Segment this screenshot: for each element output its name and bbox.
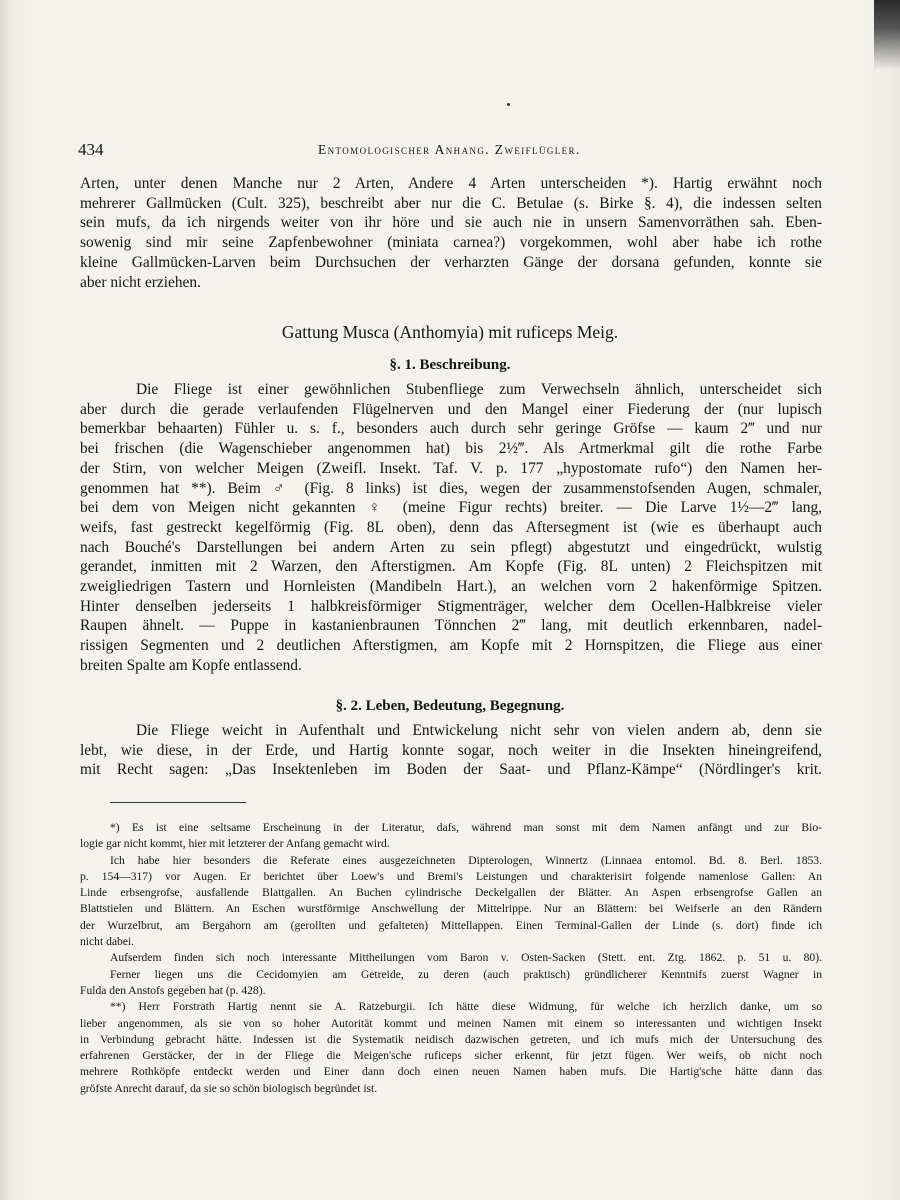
footnote-divider (110, 802, 246, 803)
text-line: Die Fliege weicht in Aufenthalt und Entwickelung nicht sehr von vielen andern ab, denn sie (136, 722, 822, 739)
text-line: mehrerer Gallmücken (Cult. 325), beschreibt aber nur die C. Betulae (s. Birke §. 4), die indessen selten (80, 194, 822, 212)
text-line: Arten, unter denen Manche nur 2 Arten, Andere 4 Arten unterscheiden *). Hartig erwähnt noch (80, 175, 822, 192)
section-2-body (80, 721, 822, 780)
text-line: genommen hat **). Beim ♂ (Fig. 8 links) ist dies, wegen der zusammenstofsenden Augen, schmaler, (80, 479, 822, 497)
text-line: rissigen Segmenten und 2 deutlichen Afterstigmen, am Kopfe mit 2 Hornspitzen, die Fliege aus einer (80, 637, 822, 655)
text-line: gerandet, inmitten mit 2 Warzen, den Afterstigmen. Am Kopfe (Fig. 8L unten) 2 Fleichspitzen mit (80, 558, 822, 576)
text-line: breiten Spalte am Kopfe entlassend. (80, 656, 302, 674)
text-line: lebt, wie diese, in der Erde, und Hartig konnte sogar, noch weiter in die Insekten hineingreifend, (80, 741, 822, 759)
footnote-line: nicht dabei. (80, 935, 135, 949)
section-1-body (80, 380, 822, 676)
footnote-line: Linde erbsengrofse, ausfallende Blattgallen. An Buchen cylindrische Deckelgallen der Blätter. An Aspen erbsengrofse Gallen an (80, 886, 822, 900)
footnote-line: p. 154—317) vor Augen. Er berichtet über Loew's und Bremi's Leistungen und charakterisirt folgende namenlose Gallen: An (80, 869, 822, 883)
text-line: weifs, fast gestreckt kegelförmig (Fig. 8L oben), denn das Aftersegment ist (wie es überhaupt auch (80, 518, 822, 536)
genus-heading: Gattung Musca (Anthomyia) mit ruficeps Meig. (281, 322, 619, 342)
footnote-line: *) Es ist eine seltsame Erscheinung in der Literatur, dafs, während man sonst mit dem Namen anfängt und zur Bio- (110, 821, 822, 834)
footnote-line: **) Herr Forstrath Hartig nennt sie A. Ratzeburgii. Ich hätte diese Widmung, für welche ich herzlich danke, um so (110, 1000, 822, 1014)
text-line: zweigliedrigen Tastern und Hornleisten (Mandibeln Hart.), an welchen vorn 2 hakenförmige Spitzen. (80, 578, 822, 596)
text-line: der Stirn, von welcher Meigen (Zweifl. Insekt. Taf. V. p. 177 „hypostomate rufo“) den Namen her- (80, 459, 822, 477)
text-line: aber nicht erziehen. (80, 273, 201, 291)
footnotes (80, 820, 822, 1097)
page-header (78, 140, 824, 162)
footnote-line: gröfste Anrecht darauf, da sie so schön biologisch begründet ist. (80, 1081, 378, 1095)
text-line: kleine Gallmücken-Larven beim Durchsuchen der verharzten Gänge der dorsana gefunden, konnte sie (80, 253, 822, 271)
text-line: Raupen ähnelt. — Puppe in kastanienbraunen Tönnchen 2‴ lang, mit deutlich erkennbaren, nadel- (80, 617, 822, 635)
footnote-line: lieber angenommen, als sie von so hoher Autorität kommt und meinen Namen mit einem so interessanten und wichtigen Insekt (80, 1016, 822, 1030)
footnote-line: in Verbindung gebracht hätte. Indessen ist die Systematik neidisch dazwischen getreten, und ich mufs mich der Untersuchung des (80, 1032, 822, 1046)
footnote-line: Fulda den Anstofs gegeben hat (p. 428). (80, 983, 266, 997)
text-line: bei frischen (die Wagenschieber angenommen hat) bis 2½‴. Als Artmerkmal gilt die rothe Farbe (80, 440, 822, 458)
section-1-heading: §. 1. Beschreibung. (389, 357, 511, 373)
ink-speck (507, 103, 510, 106)
text-line: Hinter denselben jederseits 1 halbkreisförmiger Stigmenträger, welcher dem Ocellen-Halbkreise vieler (80, 597, 822, 615)
section-2-heading: §. 2. Leben, Bedeutung, Begegnung. (335, 698, 565, 714)
intro-paragraph (80, 174, 822, 292)
footnote-line: logie gar nicht kommt, hier mit letzterer der Anfang gemacht wird. (80, 837, 390, 851)
footnote-line: Ich habe hier besonders die Referate eines ausgezeichneten Dipterologen, Winnertz (Linnaea entomol. Bd. 8. Berl. 1853. (110, 853, 822, 867)
text-line: Die Fliege ist einer gewöhnlichen Stubenfliege zum Verwechseln ähnlich, unterscheidet sich (136, 381, 822, 398)
text-line: nach Bouché's Darstellungen bei andern Arten zu sein pflegt) abgestutzt und eingedrückt, wulstig (80, 538, 822, 556)
text-line: aber durch die gerade verlaufenden Flügelnerven und den Mangel einer Fiederung der (nur lupisch (80, 400, 822, 418)
footnote-line: Aufserdem finden sich noch interessante Mittheilungen vom Baron v. Osten-Sacken (Stett. ent. Ztg. 1862. p. 51 u. 80). (110, 951, 822, 965)
footnote-line: erfahrenen Gerstäcker, der in der Fliege die Meigen'sche ruficeps sicher erkennt, für jetzt fügen. Wer weifs, ob nicht noch (80, 1049, 822, 1063)
footnote-line: Ferner liegen uns die Cecidomyien am Getreide, zu deren (auch praktisch) gründlicherer Kenntnifs zuerst Wagner in (110, 967, 822, 981)
page-number: 434 (78, 140, 104, 159)
footnote-line: Blattstielen und Blättern. An Eschen wurstförmige Anschwellung der Mittelrippe. Nur an Blättern: bei Weifserle an den Rändern (80, 902, 822, 916)
text-line: bemerkbar behaarten) Fühler u. s. f., besonders auch durch sehr geringe Gröfse — kaum 2‴ und nur (80, 420, 822, 438)
text-line: bei dem von Meigen nicht gekannten ♀ (meine Figur rechts) breiter. — Die Larve 1½—2‴ lang, (80, 499, 822, 517)
text-line: sowenig sind mir seine Zapfenbewohner (miniata carnea?) vorgekommen, wohl aber habe ich rothe (80, 234, 822, 252)
footnote-line: mehrere Rothköpfe entdeckt werden und Einer dann doch einen neuen Namen haben mufs. Die Hartig'sche hätte dann das (80, 1065, 822, 1079)
scan-edge-shadow (874, 0, 900, 70)
footnote-line: der Wurzelbrut, am Bergahorn am (gerollten und gefalteten) Mittellappen. Einen Terminal-Gallen der Linde (s. dort) finde ich (80, 918, 822, 932)
text-line: sein mufs, da ich nirgends weiter von ihr höre und sie auch nie in unsern Samenvorräthen sah. Eben- (80, 214, 822, 232)
running-head: Entomologischer Anhang. Zweiflügler. (318, 142, 581, 157)
text-line: mit Recht sagen: „Das Insektenleben im Boden der Saat- und Pflanz-Kämpe“ (Nördlinger's krit. (80, 761, 822, 779)
